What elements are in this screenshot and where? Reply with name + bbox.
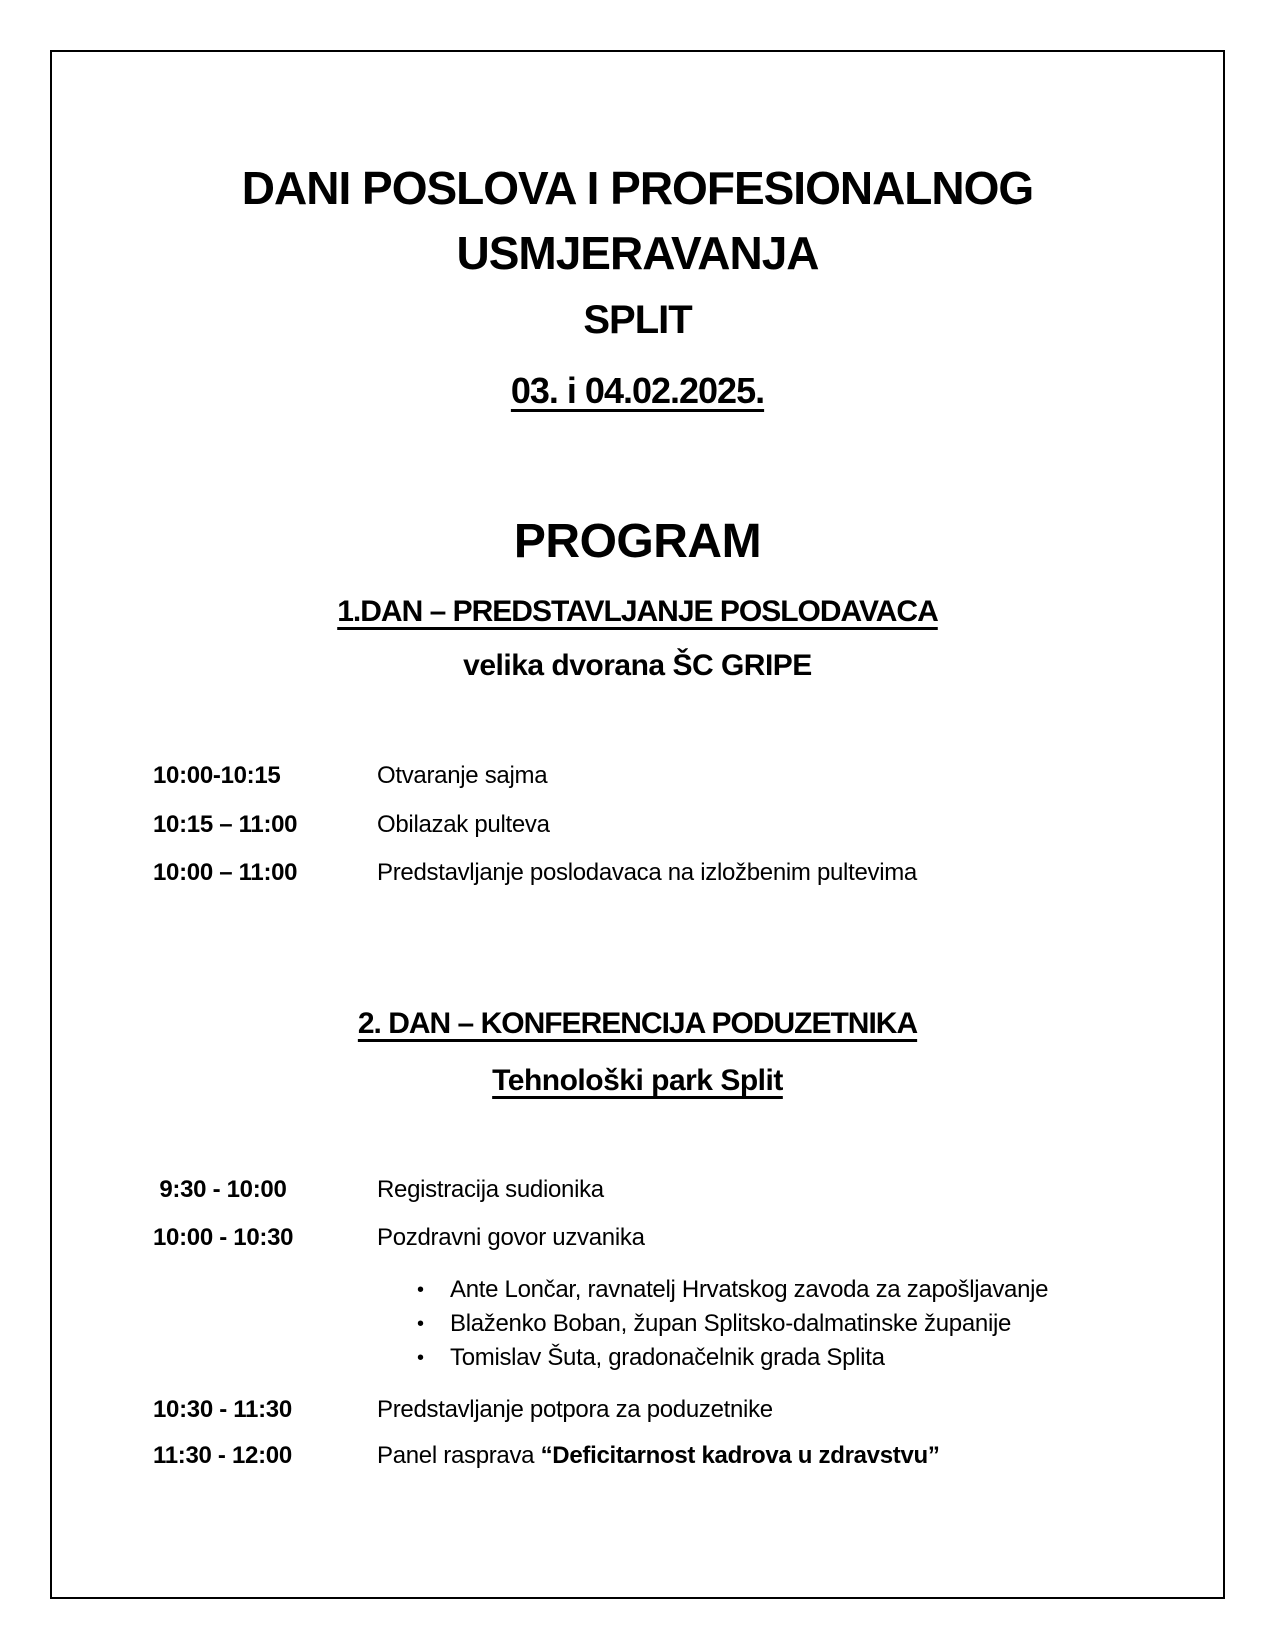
day2-heading [50,1009,1225,1039]
activity-label: Registracija sudionika [377,1176,604,1203]
day1-heading-text: 1.DAN – PREDSTAVLJANJE POSLODAVACA [337,595,938,628]
day1-heading [50,597,1225,627]
list-item [417,1273,1048,1307]
program-heading: PROGRAM [513,515,762,568]
list-item [417,1307,1048,1341]
speaker-name: Ante Lončar, ravnatelj Hrvatskog zavoda za zapošljavanje [450,1276,1049,1303]
schedule-row [153,1443,1215,1469]
time-label: 10:15 – 11:00 [153,811,298,838]
activity-label [377,1442,940,1469]
title-line-1: DANI POSLOVA I PROFESIONALNOG [241,162,1034,214]
activity-label: Otvaranje sajma [377,762,548,789]
time-label: 10:00 - 10:30 [153,1224,294,1251]
speaker-list [417,1273,1048,1375]
day2-venue [50,1066,1225,1096]
time-label: 10:00-10:15 [153,762,281,789]
schedule-row [153,763,1215,789]
schedule-row [153,1225,1215,1251]
speaker-name: Blaženko Boban, župan Splitsko-dalmatinske županije [450,1310,1012,1337]
schedule-row [153,812,1215,838]
document-title [50,156,1225,286]
list-item [417,1341,1048,1375]
event-dates [50,370,1225,411]
day2-venue-text: Tehnološki park Split [492,1064,783,1097]
title-line-2: USMJERAVANJA [456,227,819,279]
activity-label: Obilazak pulteva [377,811,550,838]
activity-label: Predstavljanje potpora za poduzetnike [377,1396,773,1423]
time-label: 9:30 - 10:00 [153,1176,287,1203]
schedule-row [153,1397,1215,1423]
time-label: 10:00 – 11:00 [153,859,298,886]
speaker-name: Tomislav Šuta, gradonačelnik grada Splita [450,1344,885,1371]
bullet-icon: • [417,1347,424,1369]
activity-emphasis: “Deficitarnost kadrova u zdravstvu” [540,1442,940,1469]
event-location: SPLIT [583,298,692,342]
activity-label: Pozdravni govor uzvanika [377,1224,645,1251]
activity-label: Predstavljanje poslodavaca na izložbenim pultevima [377,859,917,886]
event-dates-text: 03. i 04.02.2025. [510,370,765,411]
bullet-icon: • [417,1279,424,1301]
time-label: 11:30 - 12:00 [153,1442,292,1469]
day2-heading-text: 2. DAN – KONFERENCIJA PODUZETNIKA [357,1007,918,1040]
schedule-row [153,860,1215,886]
schedule-row [153,1177,1215,1203]
time-label: 10:30 - 11:30 [153,1396,292,1423]
bullet-icon: • [417,1313,424,1335]
activity-prefix: Panel rasprava [377,1442,541,1469]
day1-venue: velika dvorana ŠC GRIPE [463,649,812,682]
